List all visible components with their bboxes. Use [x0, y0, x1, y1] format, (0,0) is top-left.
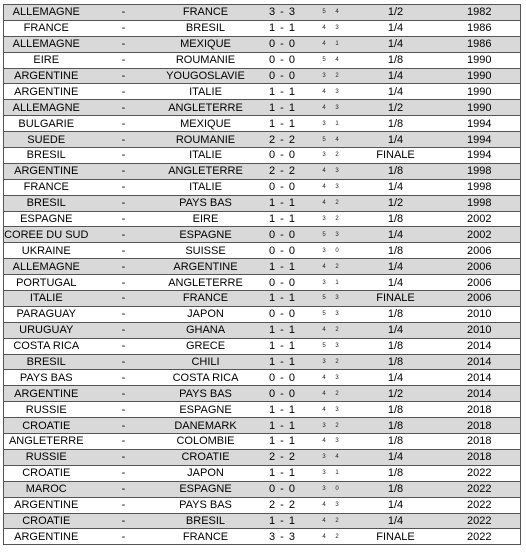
penalties-cell: 3 2 [313, 148, 353, 164]
penalties-cell: 3 1 [313, 275, 353, 291]
score-cell: 1 - 1 [253, 338, 313, 354]
round-cell: 1/8 [353, 465, 439, 481]
round-cell: 1/8 [353, 306, 439, 322]
team2-cell: ESPAGNE [159, 402, 253, 418]
table-body [4, 5, 521, 545]
team1-cell: ALLEMAGNE [4, 36, 89, 52]
team2-cell: ANGLETERRE [159, 163, 253, 179]
round-cell: 1/8 [353, 211, 439, 227]
score-cell: 2 - 2 [253, 449, 313, 465]
score-cell: 0 - 0 [253, 386, 313, 402]
shootout-table-container [3, 4, 520, 545]
year-cell: 2014 [439, 354, 521, 370]
team1-cell: CROATIE [4, 513, 89, 529]
score-cell: 0 - 0 [253, 227, 313, 243]
year-cell: 2018 [439, 402, 521, 418]
team2-cell: CHILI [159, 354, 253, 370]
year-cell: 2006 [439, 259, 521, 275]
team2-cell: ROUMANIE [159, 52, 253, 68]
team1-cell: PARAGUAY [4, 306, 89, 322]
team2-cell: FRANCE [159, 529, 253, 545]
year-cell: 2018 [439, 418, 521, 434]
team1-cell: ALLEMAGNE [4, 259, 89, 275]
table-row [4, 402, 521, 418]
round-cell: 1/4 [353, 497, 439, 513]
penalties-cell: 4 1 [313, 36, 353, 52]
penalties-cell: 4 3 [313, 179, 353, 195]
team1-cell: COSTA RICA [4, 338, 89, 354]
team1-cell: ARGENTINE [4, 529, 89, 545]
table-row [4, 259, 521, 275]
table-row [4, 5, 521, 21]
round-cell: 1/8 [353, 434, 439, 450]
table-row [4, 434, 521, 450]
round-cell: 1/8 [353, 481, 439, 497]
separator-cell: - [89, 497, 159, 513]
round-cell: 1/8 [353, 163, 439, 179]
team1-cell: ESPAGNE [4, 211, 89, 227]
penalties-cell: 3 0 [313, 481, 353, 497]
penalties-cell: 4 3 [313, 497, 353, 513]
team2-cell: COSTA RICA [159, 370, 253, 386]
score-cell: 1 - 1 [253, 465, 313, 481]
team2-cell: MEXIQUE [159, 116, 253, 132]
score-cell: 0 - 0 [253, 68, 313, 84]
penalties-cell: 4 3 [313, 163, 353, 179]
team1-cell: BRESIL [4, 354, 89, 370]
table-row [4, 148, 521, 164]
table-row [4, 481, 521, 497]
separator-cell: - [89, 291, 159, 307]
round-cell: 1/4 [353, 132, 439, 148]
score-cell: 3 - 3 [253, 529, 313, 545]
penalties-cell: 3 2 [313, 68, 353, 84]
penalties-cell: 5 4 [313, 5, 353, 21]
team1-cell: BRESIL [4, 195, 89, 211]
team1-cell: PAYS BAS [4, 370, 89, 386]
round-cell: 1/4 [353, 259, 439, 275]
team2-cell: EIRE [159, 211, 253, 227]
year-cell: 2006 [439, 275, 521, 291]
penalties-cell: 4 3 [313, 84, 353, 100]
table-row [4, 227, 521, 243]
table-row [4, 291, 521, 307]
table-row [4, 100, 521, 116]
team2-cell: COLOMBIE [159, 434, 253, 450]
penalties-cell: 5 3 [313, 338, 353, 354]
score-cell: 1 - 1 [253, 116, 313, 132]
team1-cell: BULGARIE [4, 116, 89, 132]
round-cell: FINALE [353, 148, 439, 164]
table-row [4, 132, 521, 148]
score-cell: 0 - 0 [253, 306, 313, 322]
table-row [4, 84, 521, 100]
team1-cell: ALLEMAGNE [4, 5, 89, 21]
penalties-cell: 3 2 [313, 211, 353, 227]
team1-cell: ARGENTINE [4, 163, 89, 179]
penalties-cell: 4 2 [313, 322, 353, 338]
round-cell: 1/2 [353, 100, 439, 116]
separator-cell: - [89, 36, 159, 52]
year-cell: 2022 [439, 465, 521, 481]
round-cell: 1/4 [353, 68, 439, 84]
team1-cell: RUSSIE [4, 402, 89, 418]
team2-cell: YOUGOSLAVIE [159, 68, 253, 84]
team1-cell: ARGENTINE [4, 84, 89, 100]
year-cell: 1990 [439, 100, 521, 116]
separator-cell: - [89, 322, 159, 338]
round-cell: 1/4 [353, 20, 439, 36]
score-cell: 2 - 2 [253, 132, 313, 148]
separator-cell: - [89, 132, 159, 148]
score-cell: 3 - 3 [253, 5, 313, 21]
team1-cell: BRESIL [4, 148, 89, 164]
score-cell: 1 - 1 [253, 211, 313, 227]
team1-cell: ITALIE [4, 291, 89, 307]
penalties-cell: 4 3 [313, 402, 353, 418]
score-cell: 0 - 0 [253, 36, 313, 52]
penalties-cell: 3 1 [313, 116, 353, 132]
year-cell: 1986 [439, 36, 521, 52]
team2-cell: PAYS BAS [159, 386, 253, 402]
separator-cell: - [89, 5, 159, 21]
team2-cell: SUISSE [159, 243, 253, 259]
penalties-cell: 3 2 [313, 418, 353, 434]
round-cell: 1/8 [353, 116, 439, 132]
year-cell: 2010 [439, 306, 521, 322]
separator-cell: - [89, 338, 159, 354]
separator-cell: - [89, 513, 159, 529]
team2-cell: ANGLETERRE [159, 275, 253, 291]
round-cell: 1/2 [353, 5, 439, 21]
separator-cell: - [89, 227, 159, 243]
penalties-cell: 4 2 [313, 195, 353, 211]
separator-cell: - [89, 195, 159, 211]
table-row [4, 179, 521, 195]
penalties-cell: 4 2 [313, 513, 353, 529]
team1-cell: PORTUGAL [4, 275, 89, 291]
team2-cell: BRESIL [159, 20, 253, 36]
score-cell: 1 - 1 [253, 434, 313, 450]
penalties-cell: 5 3 [313, 291, 353, 307]
penalties-cell: 3 4 [313, 449, 353, 465]
table-row [4, 20, 521, 36]
year-cell: 1982 [439, 5, 521, 21]
score-cell: 1 - 1 [253, 513, 313, 529]
year-cell: 2002 [439, 211, 521, 227]
separator-cell: - [89, 20, 159, 36]
penalties-cell: 3 2 [313, 354, 353, 370]
year-cell: 1998 [439, 195, 521, 211]
score-cell: 0 - 0 [253, 275, 313, 291]
separator-cell: - [89, 163, 159, 179]
separator-cell: - [89, 52, 159, 68]
table-row [4, 465, 521, 481]
team1-cell: URUGUAY [4, 322, 89, 338]
table-row [4, 386, 521, 402]
separator-cell: - [89, 354, 159, 370]
score-cell: 0 - 0 [253, 370, 313, 386]
separator-cell: - [89, 116, 159, 132]
year-cell: 2018 [439, 434, 521, 450]
separator-cell: - [89, 259, 159, 275]
team2-cell: JAPON [159, 306, 253, 322]
year-cell: 1986 [439, 20, 521, 36]
team2-cell: ITALIE [159, 179, 253, 195]
team1-cell: ANGLETERRE [4, 434, 89, 450]
table-row [4, 243, 521, 259]
team2-cell: ESPAGNE [159, 227, 253, 243]
separator-cell: - [89, 449, 159, 465]
score-cell: 2 - 2 [253, 163, 313, 179]
score-cell: 1 - 1 [253, 418, 313, 434]
year-cell: 1994 [439, 116, 521, 132]
year-cell: 2014 [439, 370, 521, 386]
team2-cell: PAYS BAS [159, 497, 253, 513]
team2-cell: DANEMARK [159, 418, 253, 434]
separator-cell: - [89, 243, 159, 259]
team2-cell: ITALIE [159, 84, 253, 100]
team2-cell: BRESIL [159, 513, 253, 529]
score-cell: 1 - 1 [253, 100, 313, 116]
round-cell: 1/4 [353, 227, 439, 243]
team1-cell: ARGENTINE [4, 497, 89, 513]
team1-cell: UKRAINE [4, 243, 89, 259]
year-cell: 2006 [439, 291, 521, 307]
round-cell: 1/2 [353, 195, 439, 211]
round-cell: 1/8 [353, 338, 439, 354]
team2-cell: FRANCE [159, 291, 253, 307]
score-cell: 0 - 0 [253, 179, 313, 195]
round-cell: 1/4 [353, 513, 439, 529]
score-cell: 1 - 1 [253, 322, 313, 338]
score-cell: 0 - 0 [253, 52, 313, 68]
separator-cell: - [89, 418, 159, 434]
separator-cell: - [89, 370, 159, 386]
team1-cell: EIRE [4, 52, 89, 68]
table-row [4, 529, 521, 545]
team1-cell: ARGENTINE [4, 68, 89, 84]
round-cell: FINALE [353, 529, 439, 545]
table-row [4, 68, 521, 84]
round-cell: 1/4 [353, 179, 439, 195]
table-row [4, 306, 521, 322]
year-cell: 2022 [439, 513, 521, 529]
year-cell: 2014 [439, 338, 521, 354]
team1-cell: ALLEMAGNE [4, 100, 89, 116]
separator-cell: - [89, 84, 159, 100]
round-cell: 1/8 [353, 52, 439, 68]
table-row [4, 497, 521, 513]
score-cell: 0 - 0 [253, 243, 313, 259]
score-cell: 1 - 1 [253, 259, 313, 275]
team2-cell: CROATIE [159, 449, 253, 465]
round-cell: 1/2 [353, 386, 439, 402]
team2-cell: MEXIQUE [159, 36, 253, 52]
team1-cell: COREE DU SUD [4, 228, 89, 241]
year-cell: 2006 [439, 243, 521, 259]
table-row [4, 354, 521, 370]
table-row [4, 449, 521, 465]
team2-cell: FRANCE [159, 5, 253, 21]
score-cell: 0 - 0 [253, 481, 313, 497]
round-cell: 1/8 [353, 402, 439, 418]
penalties-cell: 3 0 [313, 243, 353, 259]
separator-cell: - [89, 179, 159, 195]
score-cell: 0 - 0 [253, 148, 313, 164]
penalties-cell: 4 3 [313, 370, 353, 386]
round-cell: 1/8 [353, 418, 439, 434]
table-row [4, 275, 521, 291]
year-cell: 2014 [439, 386, 521, 402]
penalties-cell: 3 1 [313, 465, 353, 481]
penalties-cell: 5 3 [313, 227, 353, 243]
separator-cell: - [89, 465, 159, 481]
separator-cell: - [89, 148, 159, 164]
year-cell: 1998 [439, 163, 521, 179]
penalties-cell: 5 4 [313, 52, 353, 68]
score-cell: 1 - 1 [253, 84, 313, 100]
round-cell: 1/4 [353, 449, 439, 465]
table-row [4, 116, 521, 132]
table-row [4, 370, 521, 386]
team1-cell: CROATIE [4, 465, 89, 481]
separator-cell: - [89, 306, 159, 322]
separator-cell: - [89, 402, 159, 418]
score-cell: 1 - 1 [253, 195, 313, 211]
penalties-cell: 4 3 [313, 20, 353, 36]
round-cell: FINALE [353, 291, 439, 307]
separator-cell: - [89, 100, 159, 116]
table-row [4, 163, 521, 179]
year-cell: 1998 [439, 179, 521, 195]
team2-cell: ROUMANIE [159, 132, 253, 148]
penalties-cell: 5 4 [313, 132, 353, 148]
penalties-cell: 4 2 [313, 259, 353, 275]
score-cell: 2 - 2 [253, 497, 313, 513]
team1-cell: RUSSIE [4, 449, 89, 465]
round-cell: 1/4 [353, 36, 439, 52]
penalties-cell: 4 3 [313, 100, 353, 116]
team2-cell: JAPON [159, 465, 253, 481]
score-cell: 1 - 1 [253, 402, 313, 418]
separator-cell: - [89, 529, 159, 545]
table-row [4, 36, 521, 52]
year-cell: 1990 [439, 52, 521, 68]
penalties-cell: 4 3 [313, 434, 353, 450]
round-cell: 1/4 [353, 322, 439, 338]
separator-cell: - [89, 386, 159, 402]
table-row [4, 211, 521, 227]
table-row [4, 513, 521, 529]
separator-cell: - [89, 434, 159, 450]
year-cell: 2022 [439, 497, 521, 513]
penalties-cell: 4 2 [313, 386, 353, 402]
team2-cell: ITALIE [159, 148, 253, 164]
team1-cell: MAROC [4, 481, 89, 497]
score-cell: 1 - 1 [253, 354, 313, 370]
team2-cell: ANGLETERRE [159, 100, 253, 116]
round-cell: 1/8 [353, 354, 439, 370]
team2-cell: GHANA [159, 322, 253, 338]
round-cell: 1/4 [353, 275, 439, 291]
year-cell: 1990 [439, 84, 521, 100]
table-row [4, 322, 521, 338]
year-cell: 2022 [439, 481, 521, 497]
year-cell: 2002 [439, 227, 521, 243]
table-row [4, 195, 521, 211]
year-cell: 2018 [439, 449, 521, 465]
penalty-shootout-table [3, 4, 521, 545]
team2-cell: PAYS BAS [159, 195, 253, 211]
team2-cell: ARGENTINE [159, 259, 253, 275]
team1-cell: FRANCE [4, 20, 89, 36]
year-cell: 1994 [439, 148, 521, 164]
round-cell: 1/4 [353, 84, 439, 100]
year-cell: 1994 [439, 132, 521, 148]
round-cell: 1/8 [353, 243, 439, 259]
year-cell: 2010 [439, 322, 521, 338]
team2-cell: GRECE [159, 338, 253, 354]
team1-cell: CROATIE [4, 418, 89, 434]
score-cell: 1 - 1 [253, 20, 313, 36]
separator-cell: - [89, 275, 159, 291]
year-cell: 1990 [439, 68, 521, 84]
team2-cell: ESPAGNE [159, 481, 253, 497]
separator-cell: - [89, 481, 159, 497]
separator-cell: - [89, 211, 159, 227]
score-cell: 1 - 1 [253, 291, 313, 307]
team1-cell: FRANCE [4, 179, 89, 195]
table-row [4, 52, 521, 68]
table-row [4, 418, 521, 434]
team1-cell: SUEDE [4, 132, 89, 148]
year-cell: 2022 [439, 529, 521, 545]
separator-cell: - [89, 68, 159, 84]
penalties-cell: 5 3 [313, 306, 353, 322]
round-cell: 1/4 [353, 370, 439, 386]
penalties-cell: 4 2 [313, 529, 353, 545]
table-row [4, 338, 521, 354]
team1-cell: ARGENTINE [4, 386, 89, 402]
